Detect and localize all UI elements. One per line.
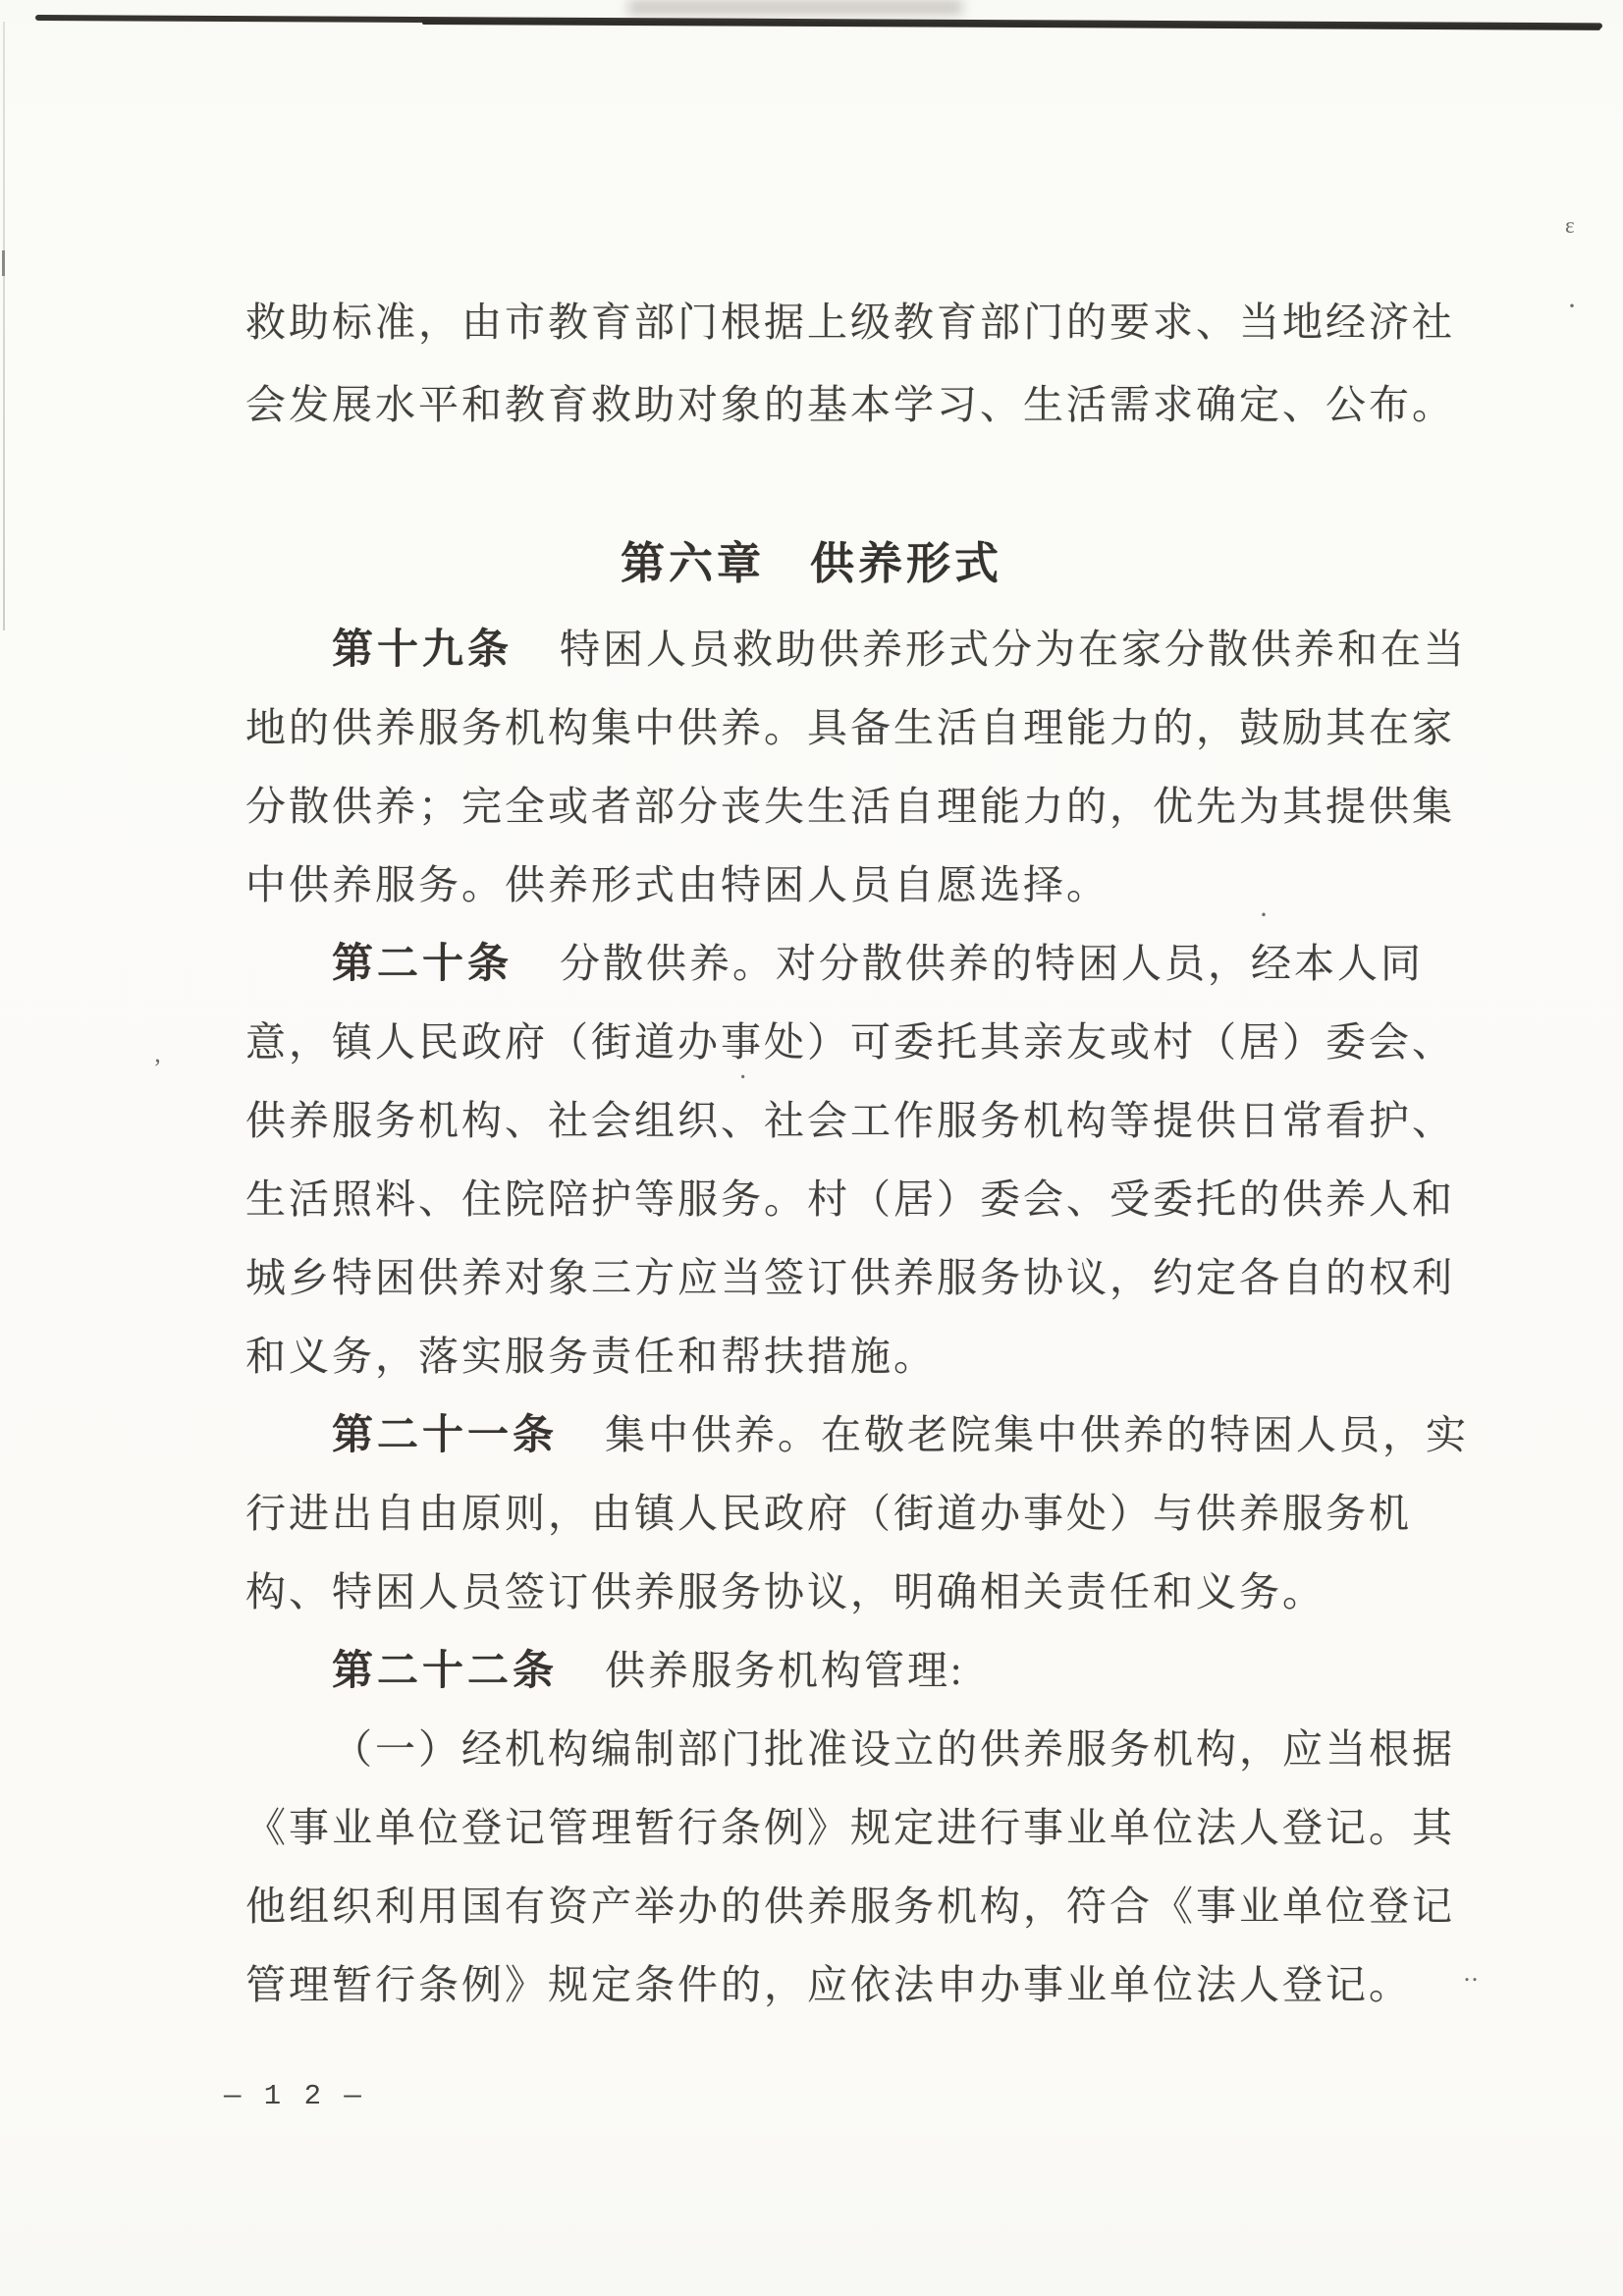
article-21-term: 第二十一条: [332, 1413, 559, 1458]
chapter-number: 第六章: [620, 539, 765, 588]
paragraph-line: 供养服务机构、社会组织、社会工作服务机构等提供日常看护、: [245, 1098, 1455, 1143]
paragraph-line: 地的供养服务机构集中供养。具备生活自理能力的，鼓励其在家: [245, 705, 1455, 750]
paragraph-line: 《事业单位登记管理暂行条例》规定进行事业单位法人登记。其: [245, 1805, 1455, 1850]
article-19-line: [245, 626, 1467, 674]
article-19-term: 第十九条: [332, 628, 514, 673]
article-20-text: 分散供养。对分散供养的特困人员，经本人同: [560, 941, 1425, 986]
article-22-text: 供养服务机构管理:: [605, 1648, 965, 1693]
article-21-line: [245, 1411, 1469, 1459]
scan-mark-dot-article20: ·: [1259, 899, 1269, 931]
scan-mark-dash-dot: ·: [1567, 290, 1577, 322]
scan-mark-quote-left: ’: [153, 1054, 162, 1082]
article-20-term: 第二十条: [332, 942, 514, 987]
chapter-title: 供养形式: [810, 539, 1003, 588]
paragraph-line: 救助标准，由市教育部门根据上级教育部门的要求、当地经济社: [245, 300, 1455, 345]
paragraph-line: 意，镇人民政府（街道办事处）可委托其亲友或村（居）委会、: [245, 1019, 1455, 1065]
paragraph-line: 和义务，落实服务责任和帮扶措施。: [245, 1334, 937, 1379]
paragraph-line: 生活照料、住院陪护等服务。村（居）委会、受委托的供养人和: [245, 1176, 1455, 1222]
scan-mark-epsilon: ε: [1565, 213, 1575, 238]
paragraph-line: 他组织利用国有资产举办的供养服务机构，符合《事业单位登记: [245, 1884, 1455, 1929]
paragraph-line: 分散供养；完全或者部分丧失生活自理能力的，优先为其提供集: [245, 784, 1455, 829]
scan-mark-double-dot: ‥: [1463, 1961, 1480, 1987]
paragraph-line: 行进出自由原则，由镇人民政府（街道办事处）与供养服务机: [245, 1491, 1412, 1536]
scan-mark-dot-line10: ·: [738, 1063, 748, 1093]
article-22-line: [245, 1647, 964, 1695]
article-20-line: [245, 940, 1424, 988]
paragraph-line: 构、特困人员签订供养服务协议，明确相关责任和义务。: [245, 1569, 1325, 1614]
article-19-text: 特困人员救助供养形式分为在家分散供养和在当: [560, 627, 1468, 672]
article-22-term: 第二十二条: [332, 1649, 559, 1694]
paragraph-line: 中供养服务。供养形式由特困人员自愿选择。: [245, 862, 1109, 907]
paragraph-line: 城乡特困供养对象三方应当签订供养服务协议，约定各自的权利: [245, 1255, 1455, 1300]
paragraph-line: 管理暂行条例》规定条件的，应依法申办事业单位法人登记。: [245, 1962, 1412, 2007]
scan-left-edge-tick: [2, 250, 5, 276]
list-item-line: （一）经机构编制部门批准设立的供养服务机构，应当根据: [332, 1726, 1455, 1772]
chapter-heading: [0, 538, 1623, 589]
paragraph-line: 会发展水平和教育救助对象的基本学习、生活需求确定、公布。: [245, 382, 1455, 427]
page-number: — 1 2 —: [224, 2080, 364, 2112]
article-21-text: 集中供养。在敬老院集中供养的特困人员，实: [605, 1412, 1470, 1457]
scan-smudge: [628, 0, 962, 15]
